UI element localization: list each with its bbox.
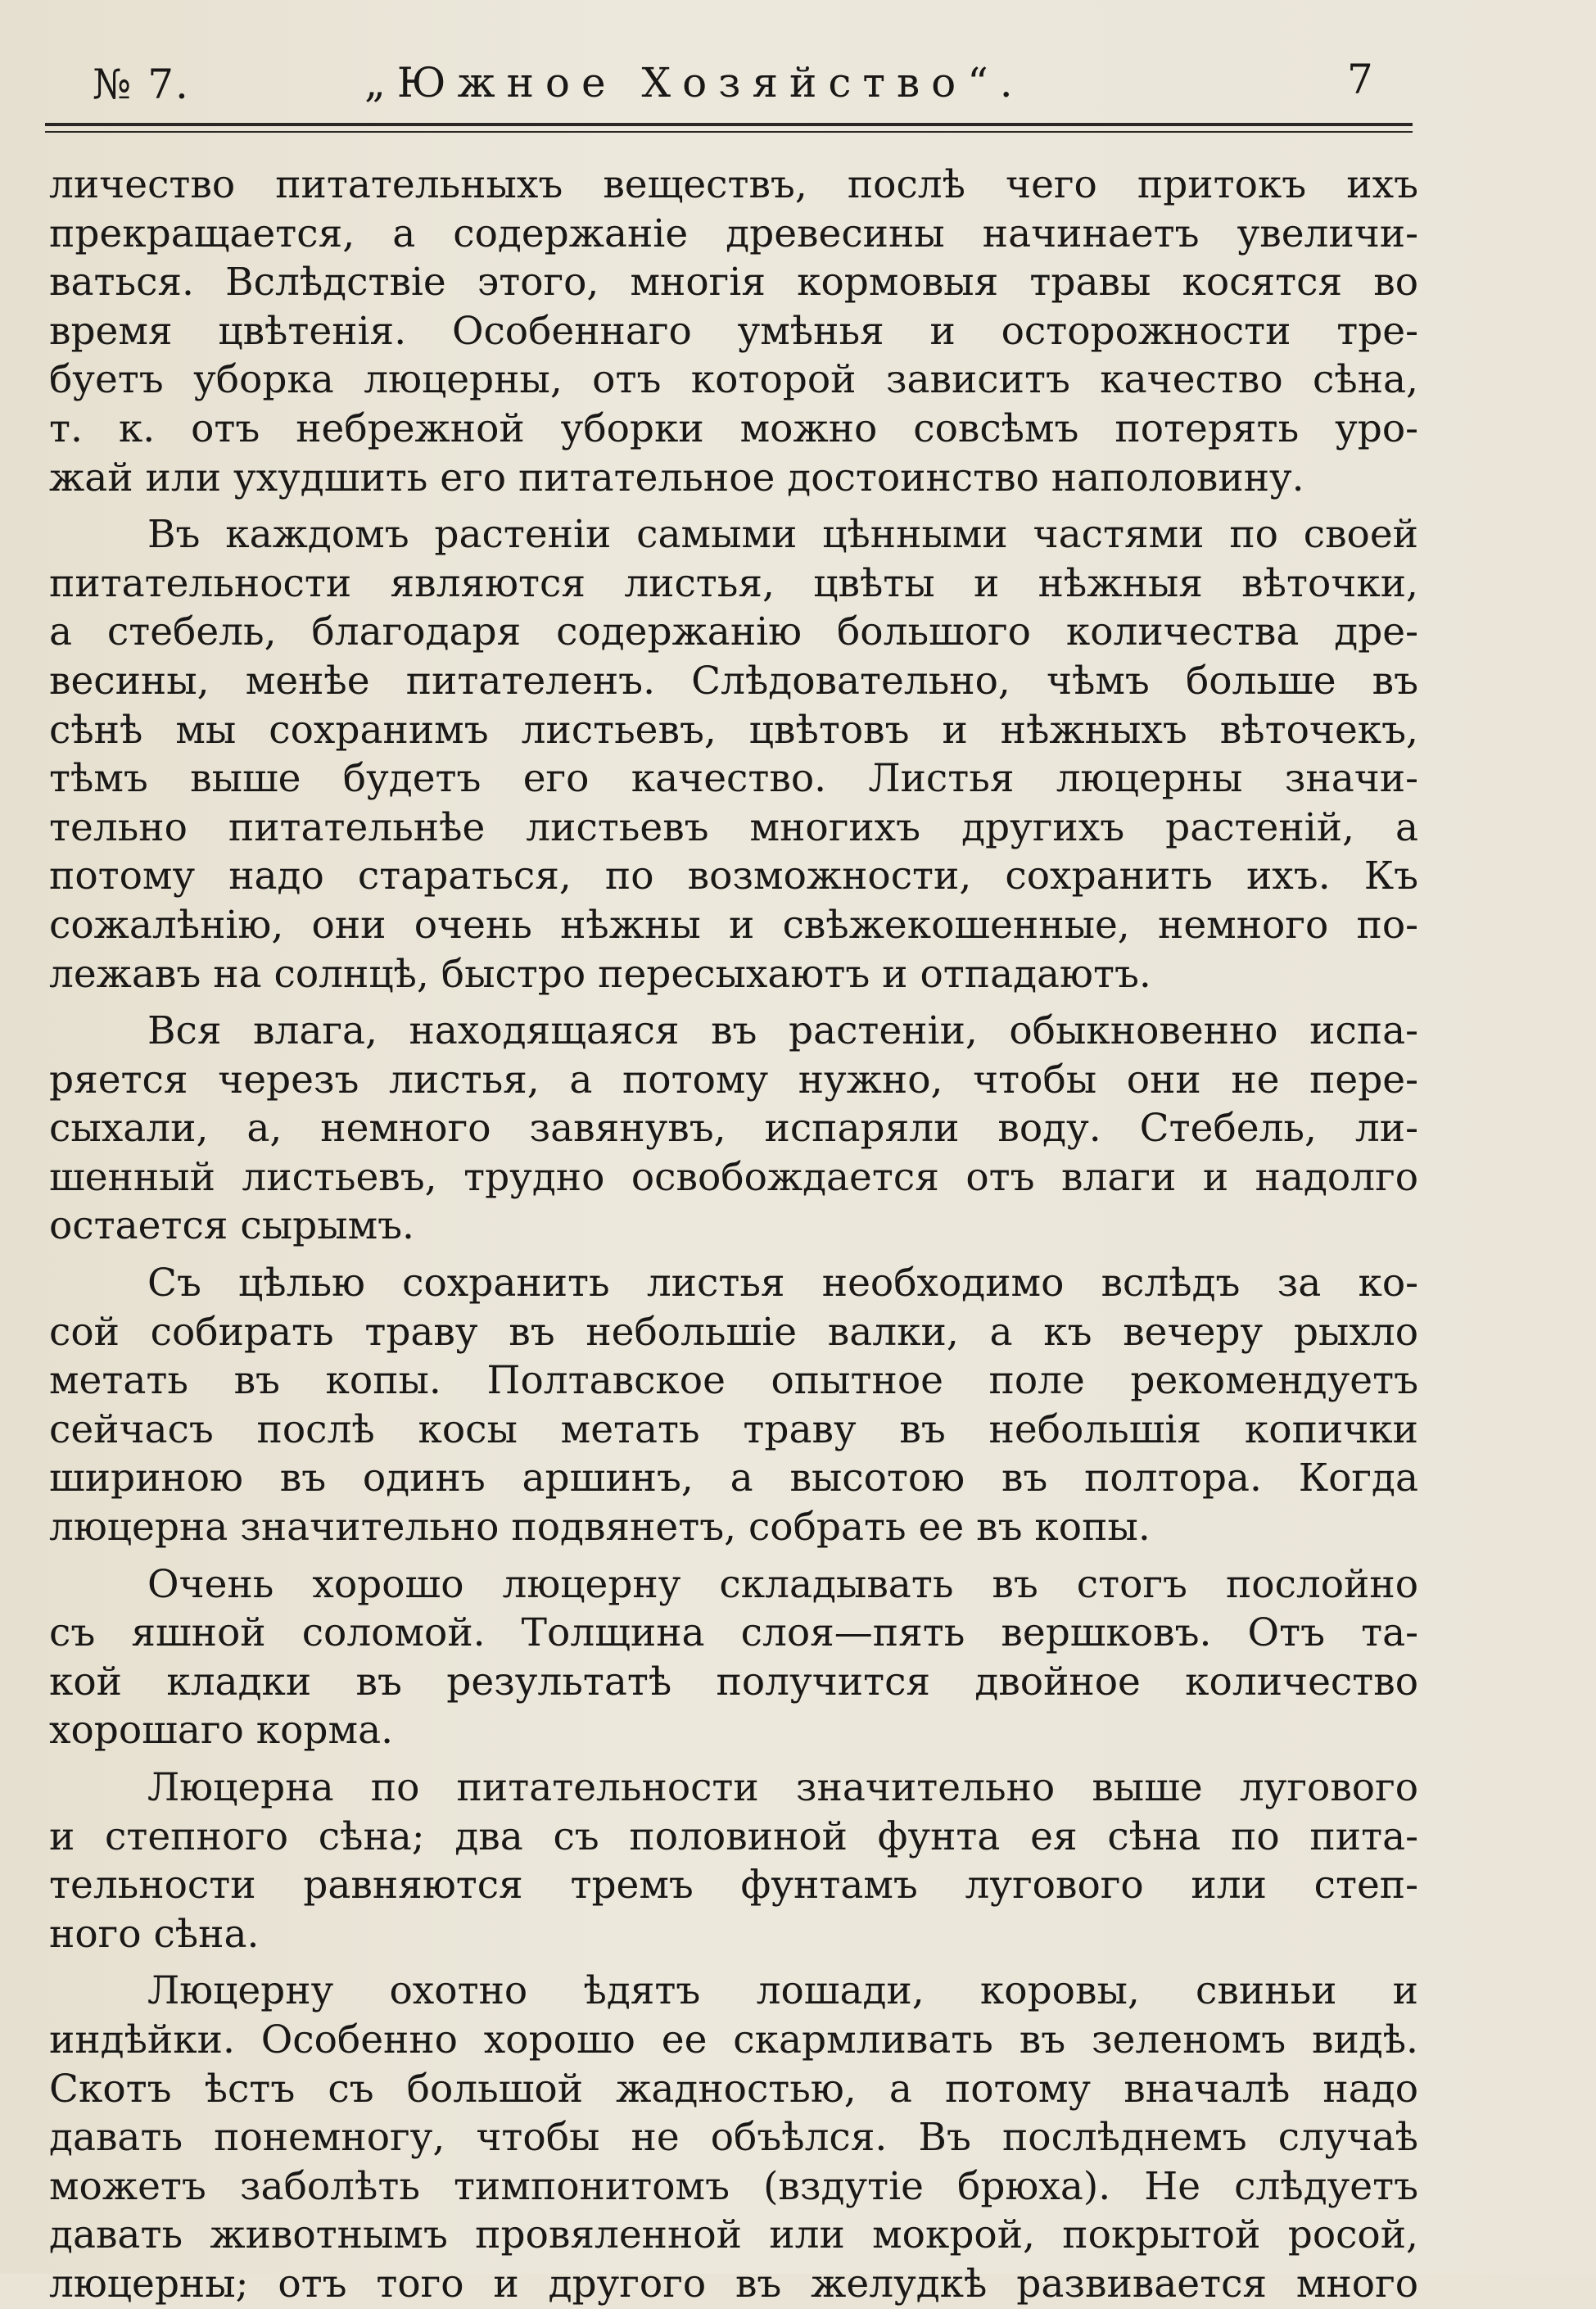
text-line: прекращается, а содержаніе древесины начинаетъ увеличи- — [49, 211, 1418, 256]
text-line: Очень хорошо люцерну складывать въ стогъ послойно — [147, 1561, 1418, 1607]
text-line: лежавъ на солнцѣ, быстро пересыхаютъ и отпадаютъ. — [49, 951, 1151, 997]
header-rule-thin — [45, 131, 1413, 133]
text-line: время цвѣтенія. Особеннаго умѣнья и осторожности тре- — [49, 308, 1418, 354]
text-line: т. к. отъ небрежной уборки можно совсѣмъ потерять уро- — [49, 405, 1418, 451]
text-line: потому надо стараться, по возможности, сохранить ихъ. Къ — [49, 853, 1418, 899]
text-line: личество питательныхъ веществъ, послѣ чего притокъ ихъ — [49, 162, 1418, 207]
text-line: кой кладки въ результатѣ получится двойное количество — [49, 1659, 1418, 1705]
text-line: Люцерну охотно ѣдятъ лошади, коровы, свиньи и — [147, 1968, 1418, 2014]
text-line: Вся влага, находящаяся въ растеніи, обыкновенно испа- — [147, 1008, 1418, 1054]
text-line: тельности равняются тремъ фунтамъ лугового или степ- — [49, 1863, 1418, 1908]
text-line: шириною въ одинъ аршинъ, а высотою въ полтора. Когда — [49, 1456, 1418, 1501]
text-line: давать понемногу, чтобы не объѣлся. Въ послѣднемъ случаѣ — [49, 2115, 1418, 2161]
text-line: а стебель, благодаря содержанію большого количества дре- — [49, 609, 1418, 655]
text-line: хорошаго корма. — [49, 1708, 394, 1754]
text-line: и степного сѣна; два съ половиной фунта ея сѣна по пита- — [49, 1813, 1418, 1859]
text-line: сейчасъ послѣ косы метать траву въ небольшія копички — [49, 1406, 1418, 1452]
header-rule-thick — [45, 123, 1413, 126]
text-line: жай или ухудшить его питательное достоинство наполовину. — [49, 455, 1304, 500]
text-line: сой собирать траву въ небольшіе валки, а къ вечеру рыхло — [49, 1309, 1418, 1355]
text-line: весины, менѣе питателенъ. Слѣдовательно, чѣмъ больше въ — [49, 658, 1418, 704]
text-line: Съ цѣлью сохранить листья необходимо вслѣдъ за ко- — [147, 1261, 1418, 1306]
text-line: ряется черезъ листья, а потому нужно, чтобы они не пере- — [49, 1057, 1418, 1102]
text-line: метать въ копы. Полтавское опытное поле рекомендуетъ — [49, 1358, 1418, 1404]
text-line: съ яшной соломой. Толщина слоя—пять вершковъ. Отъ та- — [49, 1610, 1418, 1656]
text-line: остается сырымъ. — [49, 1203, 414, 1249]
text-line: можетъ заболѣть тимпонитомъ (вздутіе брюха). Не слѣдуетъ — [49, 2163, 1418, 2209]
text-line: буетъ уборка люцерны, отъ которой зависитъ качество сѣна, — [49, 357, 1418, 403]
journal-title: „Южное Хозяйство“. — [364, 59, 1024, 106]
text-line: Люцерна по питательности значительно выше лугового — [147, 1765, 1418, 1810]
paragraph — [49, 1007, 1418, 1251]
text-line: сѣнѣ мы сохранимъ листьевъ, цвѣтовъ и нѣжныхъ вѣточекъ, — [49, 707, 1418, 753]
paragraph — [49, 161, 1418, 502]
text-line: сожалѣнію, они очень нѣжны и свѣжекошенные, немного по- — [49, 902, 1418, 948]
text-line: люцерны; отъ того и другого въ желудкѣ развивается много — [49, 2261, 1418, 2307]
text-line: ваться. Вслѣдствіе этого, многія кормовыя травы косятся во — [49, 260, 1418, 306]
text-line: тѣмъ выше будетъ его качество. Листья люцерны значи- — [49, 756, 1418, 802]
text-line: давать животнымъ провяленной или мокрой, покрытой росой, — [49, 2212, 1418, 2258]
text-line: питательности являются листья, цвѣты и нѣжныя вѣточки, — [49, 560, 1418, 606]
paragraph — [49, 1560, 1418, 1755]
text-line: тельно питательнѣе листьевъ многихъ другихъ растеній, а — [49, 804, 1418, 850]
article-body — [49, 161, 1418, 2309]
text-line: шенный листьевъ, трудно освобождается отъ влаги и надолго — [49, 1154, 1418, 1200]
text-line: ного сѣна. — [49, 1911, 260, 1957]
paragraph — [49, 1763, 1418, 1958]
page-number: 7 — [1347, 56, 1373, 103]
paragraph — [49, 1259, 1418, 1552]
text-line: люцерна значительно подвянетъ, собрать ее въ копы. — [49, 1505, 1151, 1551]
text-line: Скотъ ѣстъ съ большой жадностью, а потому вначалѣ надо — [49, 2066, 1418, 2112]
paragraph — [49, 1967, 1418, 2308]
paragraph — [49, 510, 1418, 998]
text-line: сыхали, а, немного завянувъ, испаряли воду. Стебель, ли- — [49, 1106, 1418, 1152]
text-line: индѣйки. Особенно хорошо ее скармливать въ зеленомъ видѣ. — [49, 2017, 1418, 2062]
issue-number: № 7. — [93, 61, 190, 108]
text-line: Въ каждомъ растеніи самыми цѣнными частями по своей — [147, 512, 1418, 558]
running-header — [45, 56, 1413, 121]
